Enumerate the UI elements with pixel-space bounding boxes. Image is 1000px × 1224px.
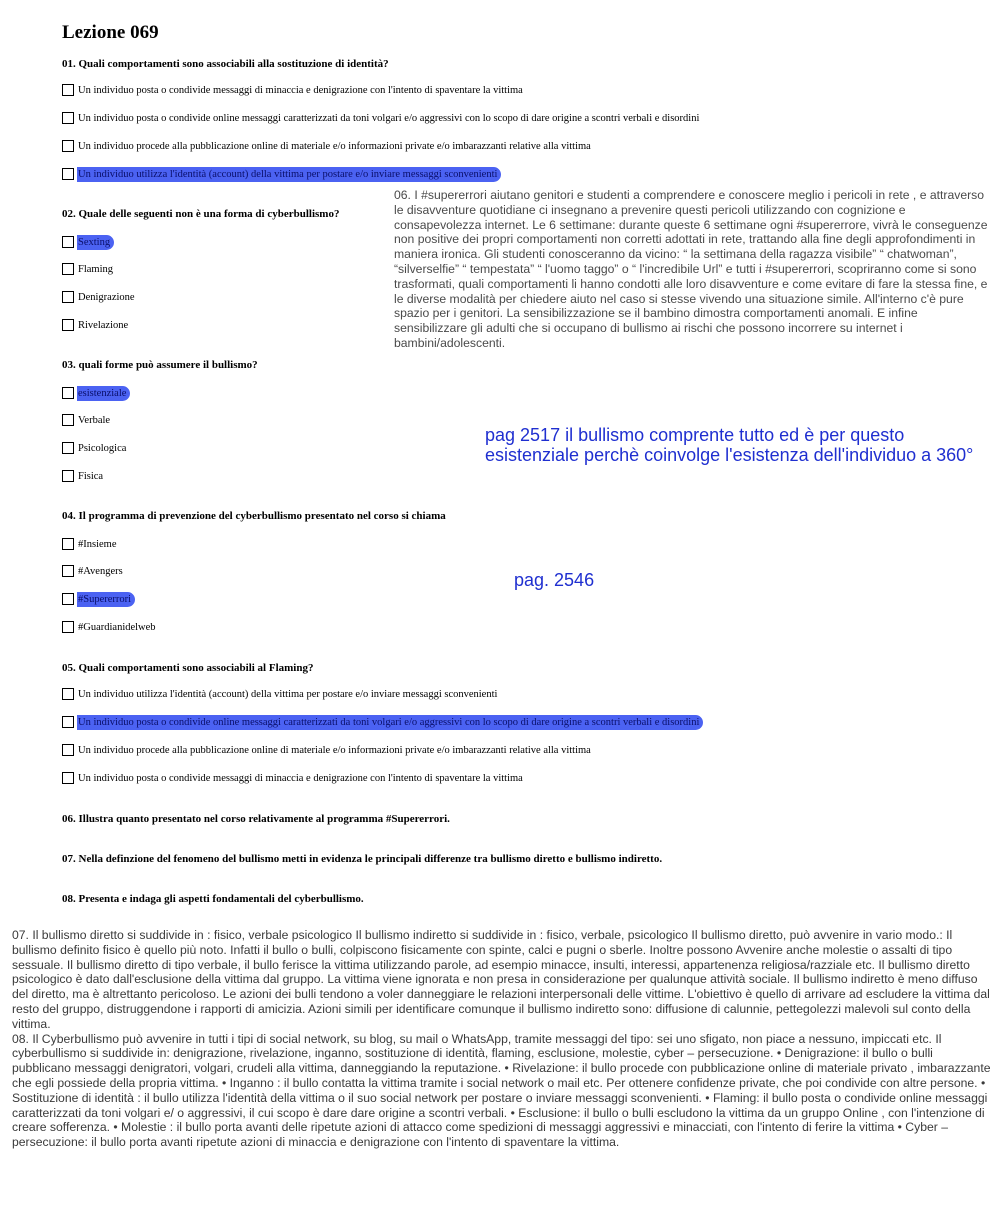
question-01-label: 01. Quali comportamenti sono associabili alla sostituzione di identità? [62, 58, 389, 70]
answers-07-08 [12, 928, 992, 1150]
option-text: Rivelazione [78, 319, 129, 331]
option-text-highlighted: Un individuo posta o condivide online messaggi caratterizzati da toni volgari e/o aggressivi con lo scopo di dare origine a scontri verbali e disordini [77, 715, 703, 730]
option-text-highlighted: Sexting [77, 235, 114, 250]
checkbox[interactable] [62, 291, 74, 303]
option-text: Un individuo procede alla pubblicazione online di materiale e/o informazioni private e/o imbarazzanti relative alla vittima [78, 140, 591, 152]
answer-07-text: 07. Il bullismo diretto si suddivide in : fisico, verbale psicologico Il bullismo indiretto si suddivide in : fisico, verbale, psicologico Il bullismo diretto, può avvenire in vario modo.: Il bullismo definito fisico è quello più noto. Infatti il bullo o bulli, colpiscono fisicamente con spinte, calci e pugni o sberle. Inoltre possono Avvenire anche molestie o assalti di tipo sessuale. Il bullismo diretto di tipo verbale, il bullo ferisce la vittima utilizzando parole, ad esempio minacce, insulti, interessi, appartenenza religiosa/razziale etc. Il bullismo diretto psicologico è dato dall'esclusione della vittima dal gruppo. La vittima viene ignorata e non presa in considerazione per qualunque attività sociale. Il bullismo indiretto è meno diffuso del diretto, ma è altrettanto pericoloso. Le azioni dei bulli tendono a voler danneggiare le relazioni interpersonali delle vittime. L'obiettivo è quello di arrivare ad escludere la vittima dal resto del gruppo, distruggendone i rapporti di amicizia. Azioni simili per identificare comunque il bullismo indiretto sono: diffusione di calunnie, pettegolezzi malevoli sul conto della vittima. [12, 928, 990, 1031]
checkbox[interactable] [62, 168, 74, 180]
q05-option-a[interactable] [62, 686, 498, 702]
q04-option-d[interactable] [62, 619, 157, 635]
option-text: Fisica [78, 470, 104, 482]
q04-option-a[interactable] [62, 536, 118, 552]
checkbox[interactable] [62, 263, 74, 275]
q05-option-c[interactable] [62, 742, 592, 758]
option-text: #Avengers [78, 565, 123, 577]
checkbox[interactable] [62, 621, 74, 633]
note-question-03: pag 2517 il bullismo comprente tutto ed è per questo esistenziale perchè coinvolge l'esistenza dell'individuo a 360° [485, 425, 974, 465]
question-04-label: 04. Il programma di prevenzione del cyberbullismo presentato nel corso si chiama [62, 510, 446, 522]
option-text: Denigrazione [78, 291, 135, 303]
q01-option-c[interactable] [62, 138, 592, 154]
question-07-label: 07. Nella definzione del fenomeno del bullismo metti in evidenza le principali differenze tra bullismo diretto e bullismo indiretto. [62, 853, 663, 865]
q01-option-b[interactable] [62, 110, 700, 126]
checkbox[interactable] [62, 414, 74, 426]
checkbox[interactable] [62, 772, 74, 784]
option-text: Psicologica [78, 442, 127, 454]
checkbox[interactable] [62, 716, 74, 728]
answer-06-text: 06. I #supererrori aiutano genitori e studenti a comprendere e conoscere meglio i pericoli in rete , e attraverso le disavventure quotidiane ci insegnano a prevenire questi pericoli utilizzando con cognizione e consapevolezza internet. Le 6 settimane: durante queste 6 settimane ogni #supererrore, vivrà le conseguenze non positive dei propri comportamenti non corretti adottati in rete, trattando alla fine degli approfondimenti in maniera ironica. Gli studenti conosceranno da vicino: “ la settimana della ragazza visibile” “ chatwoman”, “silverselfie” “ tempestata” “ l'uomo taggo” o “ l'incredibile Url” e tutti i #supererrori, scopriranno come si sono trasformati, quali comportamenti li hanno condotti alle loro disavventure e come evitare di fare la stessa fine, e le diverse modalità per chiedere aiuto nel caso si stesse vivendo una situazione simile. All'interno c'è pure spazio per i genitori. La sensibilizzazione se il bambino dimostra comportamenti anomali. E infine sensibilizzare gli adulti che si occupano di bullismo ai rischi che possono incorrere su internet i bambini/adolescenti. [394, 188, 988, 350]
question-08-label: 08. Presenta e indaga gli aspetti fondamentali del cyberbullismo. [62, 893, 364, 905]
q03-option-c[interactable] [62, 440, 127, 456]
checkbox[interactable] [62, 236, 74, 248]
checkbox[interactable] [62, 538, 74, 550]
checkbox[interactable] [62, 565, 74, 577]
option-text: Un individuo posta o condivide messaggi di minaccia e denigrazione con l'intento di spaventare la vittima [78, 772, 523, 784]
option-text-highlighted: Un individuo utilizza l'identità (account) della vittima per postare e/o inviare messaggi sconvenienti [77, 167, 501, 182]
question-06-label: 06. Illustra quanto presentato nel corso relativamente al programma #Supererrori. [62, 813, 450, 825]
q03-option-b[interactable] [62, 412, 111, 428]
checkbox[interactable] [62, 470, 74, 482]
question-02-label: 02. Quale delle seguenti non è una forma di cyberbullismo? [62, 208, 340, 220]
checkbox[interactable] [62, 442, 74, 454]
q05-option-b[interactable] [62, 714, 703, 730]
option-text: #Insieme [78, 538, 117, 550]
q03-option-d[interactable] [62, 468, 104, 484]
checkbox[interactable] [62, 112, 74, 124]
option-text-highlighted: #Supererrori [77, 592, 135, 607]
q02-option-b[interactable] [62, 261, 114, 277]
checkbox[interactable] [62, 744, 74, 756]
option-text: #Guardianidelweb [78, 621, 156, 633]
checkbox[interactable] [62, 140, 74, 152]
option-text: Un individuo posta o condivide messaggi di minaccia e denigrazione con l'intento di spaventare la vittima [78, 84, 523, 96]
checkbox[interactable] [62, 84, 74, 96]
question-05-label: 05. Quali comportamenti sono associabili al Flaming? [62, 662, 314, 674]
checkbox[interactable] [62, 319, 74, 331]
option-text: Verbale [78, 414, 111, 426]
q05-option-d[interactable] [62, 770, 524, 786]
option-text: Flaming [78, 263, 114, 275]
q02-option-c[interactable] [62, 289, 136, 305]
question-03-label: 03. quali forme può assumere il bullismo? [62, 359, 258, 371]
q01-option-d[interactable] [62, 166, 501, 182]
option-text: Un individuo procede alla pubblicazione online di materiale e/o informazioni private e/o imbarazzanti relative alla vittima [78, 744, 591, 756]
q03-option-a[interactable] [62, 385, 130, 401]
option-text: Un individuo utilizza l'identità (account) della vittima per postare e/o inviare messaggi sconvenienti [78, 688, 498, 700]
checkbox[interactable] [62, 593, 74, 605]
page-title: Lezione 069 [62, 22, 159, 43]
note-question-04: pag. 2546 [514, 570, 595, 590]
q02-option-d[interactable] [62, 317, 129, 333]
q04-option-b[interactable] [62, 563, 124, 579]
q02-option-a[interactable] [62, 234, 114, 250]
option-text: Un individuo posta o condivide online messaggi caratterizzati da toni volgari e/o aggressivi con lo scopo di dare origine a scontri verbali e disordini [78, 112, 700, 124]
option-text-highlighted: esistenziale [77, 386, 130, 401]
checkbox[interactable] [62, 688, 74, 700]
q01-option-a[interactable] [62, 82, 524, 98]
q04-option-c[interactable] [62, 591, 135, 607]
answer-08-text: 08. Il Cyberbullismo può avvenire in tutti i tipi di social network, su blog, su mail o WhatsApp, tramite messaggi del tipo: sei uno sfigato, non piace a nessuno, impiccati etc. Il cyberbullismo si suddivide in: denigrazione, rivelazione, inganno, sostituzione di identità, flaming, esclusione, molestie, cyber – persecuzione. • Denigrazione: il bullo o bulli pubblicano messaggi denigratori, volgari, crudeli alla vittima, danneggiando la reputazione. • Rivelazione: il bullo procede con pubblicazione online di materiale privato , imbarazzante che egli possiede della propria vittima. • Inganno : il bullo contatta la vittima tramite i social network o mail etc. Per ottenere confidenze private, che poi condivide con altre persone. • Sostituzione di identità : il bullo utilizza l'identità della vittima o il suo social network per postare o inviare messaggi sconvenienti. • Flaming: il bullo posta o condivide online messaggi caratterizzati da toni volgari e/ o aggressivi, il cui scopo è dare dare origine a scontri verbali. • Esclusione: il bullo o bulli escludono la vittima da un gruppo Online , con l'intenzione di creare sofferenza. • Molestie : il bullo porta avanti delle ripetute azioni di attacco come spedizioni di messaggi aggressivi e minacciati, con l'intento di ferire la vittima • Cyber – persecuzione: il bullo porta avanti ripetute azioni di minaccia e denigrazione con l'intento di spaventare la vittima. [12, 1031, 991, 1150]
checkbox[interactable] [62, 387, 74, 399]
